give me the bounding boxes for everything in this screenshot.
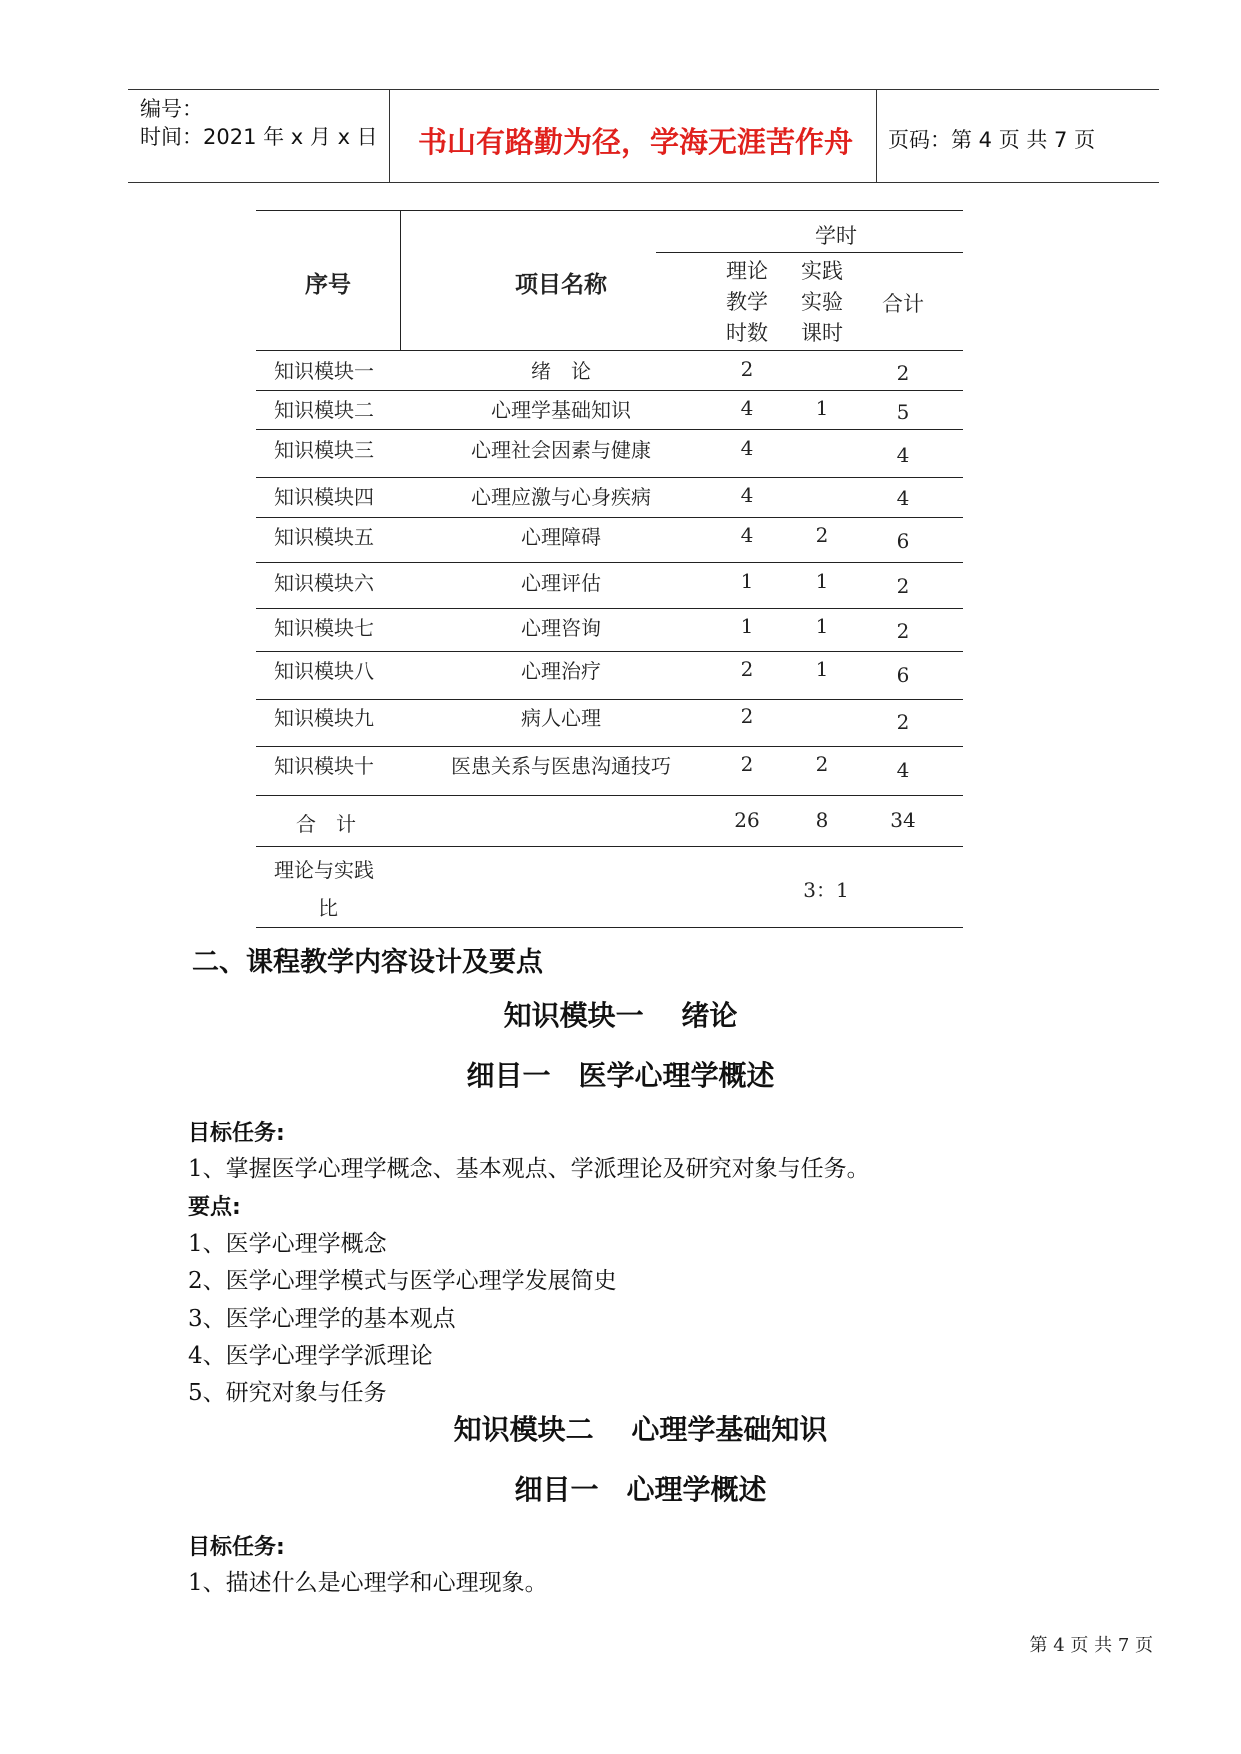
header-practice-line: 实验 (801, 290, 843, 314)
ratio-value: 3：1 (803, 878, 849, 902)
list-item: 4、医学心理学学派理论 (188, 1343, 433, 1369)
header-code-label: 编号： (140, 97, 203, 121)
header-seq: 序号 (305, 272, 351, 298)
table-rule (256, 846, 963, 847)
row-total: 4 (896, 486, 910, 510)
header-project: 项目名称 (515, 272, 607, 298)
list-item: 2、医学心理学模式与医学心理学发展简史 (188, 1268, 617, 1294)
sum-label: 合 计 (296, 812, 356, 836)
row-total: 2 (896, 574, 910, 598)
module1-item-title: 细目一 医学心理学概述 (466, 1059, 775, 1092)
table-rule (256, 477, 963, 478)
row-total: 4 (896, 443, 910, 467)
row-name: 知识模块六 (274, 571, 374, 595)
table-rule (256, 429, 963, 430)
row-project: 心理治疗 (521, 659, 601, 683)
row-project: 心理评估 (521, 571, 601, 595)
row-total: 6 (896, 529, 910, 553)
row-theory: 2 (740, 752, 754, 776)
module2-title: 知识模块二 心理学基础知识 (453, 1413, 828, 1446)
row-project: 心理社会因素与健康 (471, 438, 651, 462)
row-practice: 1 (815, 657, 829, 681)
points-label: 要点: (188, 1195, 241, 1220)
header-theory-line: 理论 (726, 259, 768, 283)
row-theory: 1 (740, 569, 754, 593)
row-name: 知识模块一 (274, 359, 374, 383)
row-total: 6 (896, 663, 910, 687)
row-project: 病人心理 (521, 706, 601, 730)
table-rule (256, 795, 963, 796)
row-theory: 2 (740, 357, 754, 381)
table-rule (256, 390, 963, 391)
row-practice: 1 (815, 396, 829, 420)
goal-label: 目标任务: (188, 1535, 285, 1560)
sum-total: 34 (890, 808, 916, 832)
table-rule (256, 562, 963, 563)
row-project: 心理咨询 (521, 616, 601, 640)
header-motto: 书山有路勤为径，学海无涯苦作舟 (417, 125, 853, 159)
row-theory: 4 (740, 396, 754, 420)
module1-title: 知识模块一 绪论 (503, 999, 738, 1032)
row-name: 知识模块三 (274, 438, 374, 462)
row-practice: 2 (815, 752, 829, 776)
row-name: 知识模块十 (274, 754, 374, 778)
row-theory: 4 (740, 436, 754, 460)
header-page-label: 页码：第 4 页 共 7 页 (888, 128, 1096, 152)
row-project: 绪 论 (531, 359, 591, 383)
row-project: 心理学基础知识 (491, 398, 631, 422)
row-name: 知识模块九 (274, 706, 374, 730)
list-item: 1、医学心理学概念 (188, 1231, 387, 1257)
row-total: 2 (896, 361, 910, 385)
header-practice (792, 256, 852, 349)
section-title: 二、课程教学内容设计及要点 (192, 947, 543, 978)
row-total: 2 (896, 710, 910, 734)
row-total: 4 (896, 758, 910, 782)
row-project: 心理障碍 (521, 525, 601, 549)
module1-goal: 1、掌握医学心理学概念、基本观点、学派理论及研究对象与任务。 (188, 1156, 870, 1182)
row-project: 医患关系与医患沟通技巧 (451, 754, 671, 778)
row-total: 2 (896, 619, 910, 643)
table-rule (256, 651, 963, 652)
row-practice: 1 (815, 614, 829, 638)
footer-page-number: 第 4 页 共 7 页 (1029, 1635, 1153, 1656)
row-project: 心理应激与心身疾病 (471, 485, 651, 509)
table-rule (256, 350, 963, 351)
row-theory: 1 (740, 614, 754, 638)
row-theory: 2 (740, 704, 754, 728)
row-name: 知识模块七 (274, 616, 374, 640)
row-name: 知识模块八 (274, 659, 374, 683)
module2-goal: 1、描述什么是心理学和心理现象。 (188, 1570, 548, 1596)
row-practice: 1 (815, 569, 829, 593)
header-time-label: 时间：2021 年 x 月 x 日 (140, 125, 378, 149)
sum-theory: 26 (734, 808, 760, 832)
row-name: 知识模块二 (274, 398, 374, 422)
header-divider-left (389, 89, 390, 182)
goal-label: 目标任务: (188, 1121, 285, 1146)
table-rule (256, 608, 963, 609)
header-top-rule (128, 89, 1159, 90)
table-rule (256, 210, 963, 211)
header-hours: 学时 (815, 224, 857, 248)
header-theory-line: 时数 (726, 321, 768, 345)
header-bottom-rule (128, 182, 1159, 183)
row-total: 5 (896, 400, 910, 424)
header-practice-line: 课时 (801, 321, 843, 345)
row-practice: 2 (815, 523, 829, 547)
table-rule (656, 252, 963, 253)
ratio-label: 比 (318, 896, 338, 920)
header-practice-line: 实践 (801, 259, 843, 283)
list-item: 5、研究对象与任务 (188, 1380, 387, 1406)
table-rule (256, 746, 963, 747)
row-name: 知识模块四 (274, 485, 374, 509)
ratio-label: 理论与实践 (274, 858, 374, 882)
row-theory: 4 (740, 523, 754, 547)
course-hours-table (256, 210, 963, 928)
table-rule (256, 517, 963, 518)
row-theory: 2 (740, 657, 754, 681)
table-rule (256, 927, 963, 928)
row-theory: 4 (740, 483, 754, 507)
list-item: 3、医学心理学的基本观点 (188, 1306, 456, 1332)
header-total: 合计 (882, 292, 924, 316)
sum-practice: 8 (815, 808, 829, 832)
table-rule (256, 699, 963, 700)
row-name: 知识模块五 (274, 525, 374, 549)
module2-item-title: 细目一 心理学概述 (514, 1473, 767, 1506)
header-theory-line: 教学 (726, 290, 768, 314)
header-theory (717, 256, 777, 349)
